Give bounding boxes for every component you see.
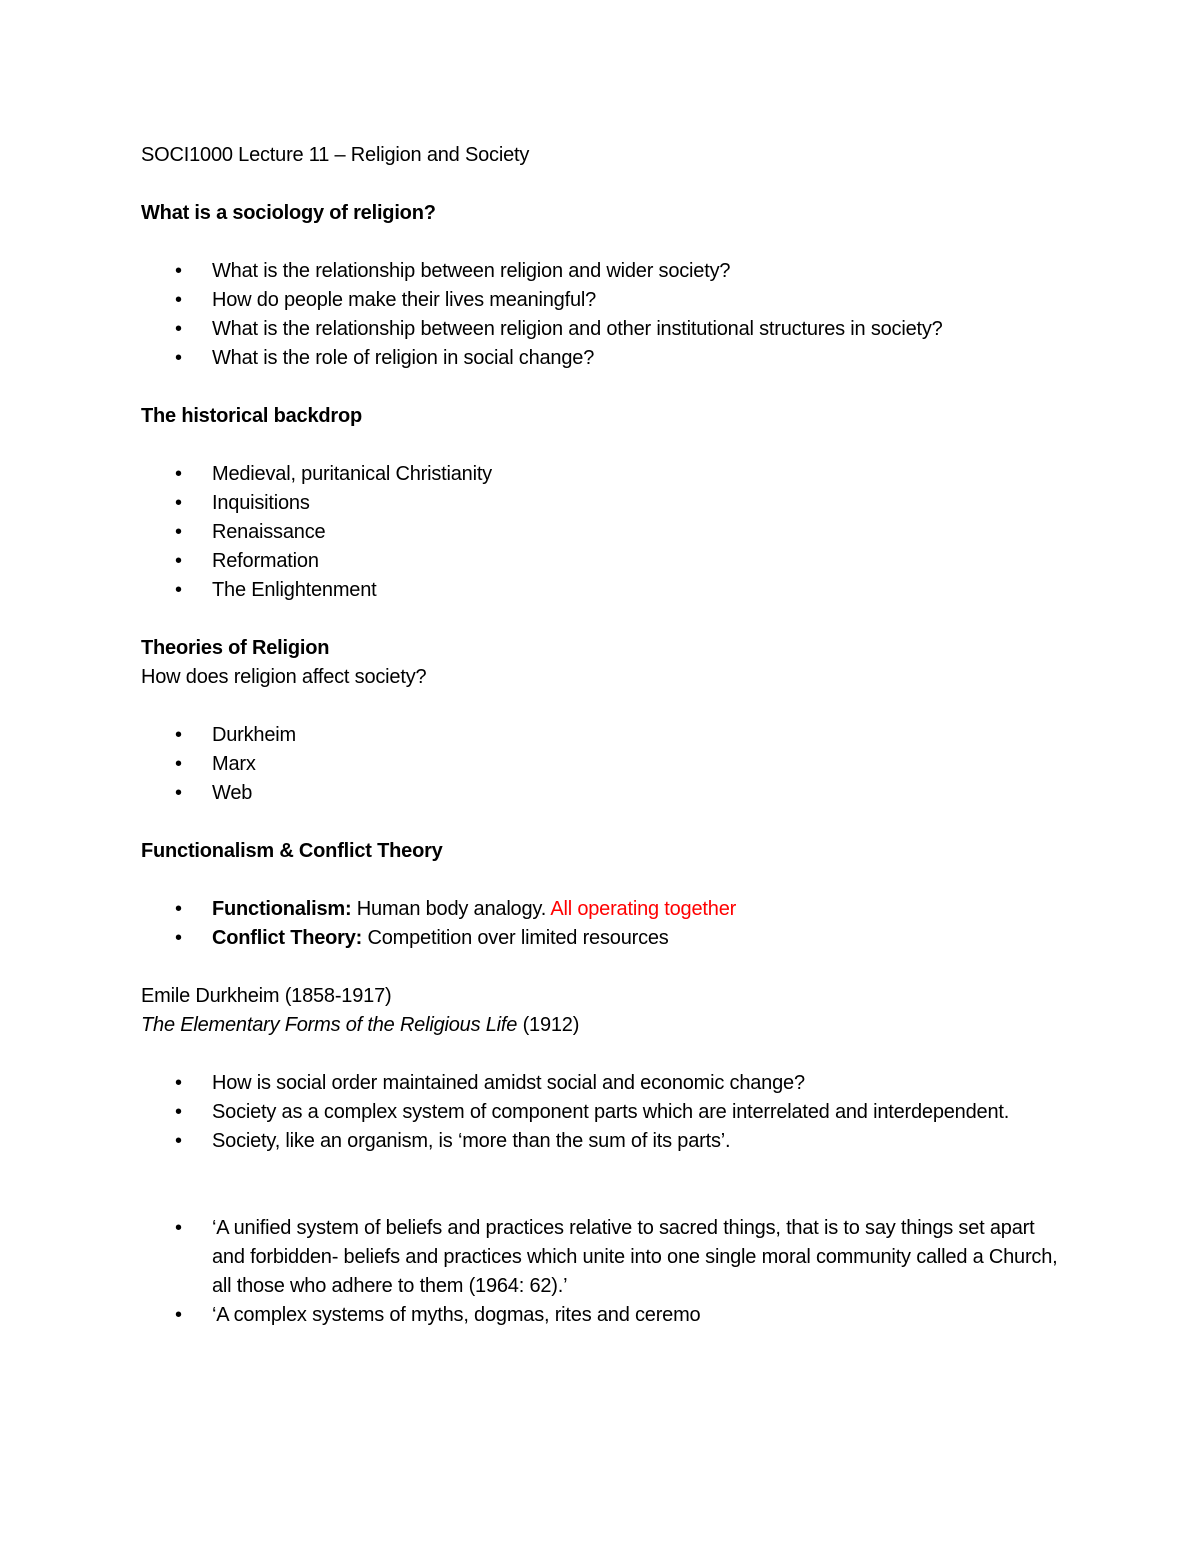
bullet-icon: • xyxy=(175,927,182,949)
bullet-list-sociology xyxy=(141,257,1061,373)
highlight-text: All operating together xyxy=(550,898,737,920)
bullet-icon: • xyxy=(175,347,182,369)
bullet-icon: • xyxy=(175,550,182,572)
list-item: • Medieval, puritanical Christianity xyxy=(141,460,1061,489)
bullet-icon: • xyxy=(175,289,182,311)
list-item: • What is the relationship between religion and other institutional structures in society? xyxy=(141,315,1061,344)
bullet-icon: • xyxy=(175,492,182,514)
list-item: • Functionalism: Human body analogy. All operating together xyxy=(141,895,1061,924)
list-item: • How do people make their lives meaningful? xyxy=(141,286,1061,315)
document-page xyxy=(141,141,1061,1330)
bullet-icon: • xyxy=(175,1072,182,1094)
bullet-icon: • xyxy=(175,753,182,775)
bullet-icon: • xyxy=(175,260,182,282)
bullet-icon: • xyxy=(175,1101,182,1123)
list-item: • Renaissance xyxy=(141,518,1061,547)
section-heading-functionalism: Functionalism & Conflict Theory xyxy=(141,840,443,862)
term-functionalism: Functionalism: xyxy=(212,898,352,920)
bullet-list-durkheim xyxy=(141,1069,1061,1156)
bullet-icon: • xyxy=(175,521,182,543)
list-item: • Durkheim xyxy=(141,721,1061,750)
list-item: • Reformation xyxy=(141,547,1061,576)
list-item: • How is social order maintained amidst social and economic change? xyxy=(141,1069,1061,1098)
bullet-icon: • xyxy=(175,318,182,340)
bullet-icon: • xyxy=(175,1217,182,1239)
list-item: • The Enlightenment xyxy=(141,576,1061,605)
bullet-list-theories xyxy=(141,721,1061,808)
document-title: SOCI1000 Lecture 11 – Religion and Society xyxy=(141,144,530,166)
section-heading-historical: The historical backdrop xyxy=(141,405,363,427)
list-item: • ‘A complex systems of myths, dogmas, rites and ceremo xyxy=(141,1301,1061,1330)
bullet-icon: • xyxy=(175,579,182,601)
bullet-icon: • xyxy=(175,724,182,746)
bullet-icon: • xyxy=(175,782,182,804)
list-item: • Marx xyxy=(141,750,1061,779)
list-item: • Web xyxy=(141,779,1061,808)
bullet-list-historical xyxy=(141,460,1061,605)
book-citation xyxy=(141,1011,1061,1040)
bullet-icon: • xyxy=(175,463,182,485)
book-title: The Elementary Forms of the Religious Life xyxy=(141,1014,518,1036)
bullet-list-quotes xyxy=(141,1214,1061,1330)
list-item: • What is the role of religion in social change? xyxy=(141,344,1061,373)
book-year: (1912) xyxy=(517,1014,580,1036)
section-heading-durkheim: Emile Durkheim (1858-1917) xyxy=(141,985,392,1007)
list-item: • ‘A unified system of beliefs and practices relative to sacred things, that is to say things set apart and forbidden- beliefs and practices which unite into one single moral community called a Church, all those who adhere to them (1964: 62).’ xyxy=(141,1214,1061,1301)
section-heading-sociology: What is a sociology of religion? xyxy=(141,202,436,224)
bullet-list-functionalism xyxy=(141,895,1061,953)
section-heading-theories: Theories of Religion xyxy=(141,637,330,659)
list-item: • Inquisitions xyxy=(141,489,1061,518)
bullet-icon: • xyxy=(175,898,182,920)
list-item: • Conflict Theory: Competition over limited resources xyxy=(141,924,1061,953)
bullet-icon: • xyxy=(175,1304,182,1326)
bullet-icon: • xyxy=(175,1130,182,1152)
list-item: • Society, like an organism, is ‘more than the sum of its parts’. xyxy=(141,1127,1061,1156)
term-conflict-theory: Conflict Theory: xyxy=(212,927,363,949)
section-subheading-theories: How does religion affect society? xyxy=(141,666,427,688)
list-item: • What is the relationship between religion and wider society? xyxy=(141,257,1061,286)
list-item: • Society as a complex system of component parts which are interrelated and interdependent. xyxy=(141,1098,1061,1127)
